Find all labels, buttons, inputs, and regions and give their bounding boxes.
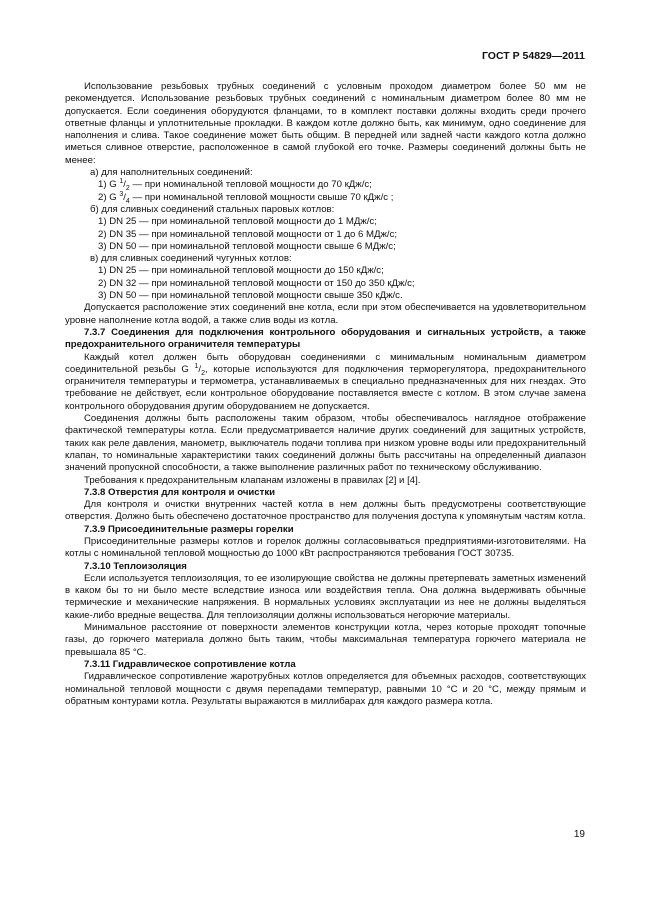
section-7-3-7-heading: 7.3.7 Соединения для подключения контрольного оборудования и сигнальных устройств, а также предохранительного ограничителя температуры	[65, 326, 586, 351]
list-item-b: б) для сливных соединений стальных паровых котлов:	[90, 203, 335, 215]
list-item-c2: 2) DN 32 — при номинальной тепловой мощности от 150 до 350 кДж/с;	[98, 277, 415, 289]
list-item-c3: 3) DN 50 — при номинальной тепловой мощности свыше 350 кДж/с.	[98, 290, 403, 302]
list-item-c1: 1) DN 25 — при номинальной тепловой мощности до 150 кДж/с;	[98, 265, 384, 277]
section-7-3-7-paragraph-2: Соединения должны быть расположены таким образом, чтобы обеспечивалось наглядное отображение фактической температуры котла. Если предусматривается наличие других соединений для защитных устройств, таких как реле давления, манометр, выключатель подачи топлива при низком уровне воды или предохранительный клапан, то номинальные характеристики таких соединений должны быть рассчитаны на определенный диапазон значений пропускной способности, а также выполнение различных работ по техническому обслуживанию.	[65, 413, 586, 474]
section-7-3-10-paragraph-1: Если используется теплоизоляция, то ее изолирующие свойства не должны претерпевать заметных изменений в каком бы то ни было месте вследствие износа или воздействия тепла. Она должна выдерживать обычные термические и механические напряжения. В нормальных условиях эксплуатации из нее не должны выделяться какие-либо вредные вещества. Для теплоизоляции должны использоваться негорючие материалы.	[65, 572, 586, 621]
section-7-3-7-paragraph-3: Требования к предохранительным клапанам изложены в правилах [2] и [4].	[84, 474, 421, 486]
page-content	[65, 81, 586, 708]
list-item-a2: 2) G $^3/_4$ — при номинальной тепловой мощности свыше 70 кДж/с ;	[98, 190, 394, 205]
section-7-3-9-paragraph-1: Присоединительные размеры котлов и горелок должны согласовываться предприятиями-изготовителями. На котлы с номинальной тепловой мощностью до 1000 кВт распространяются требования ГОСТ 30735.	[65, 535, 586, 560]
list-item-a: а) для наполнительных соединений:	[90, 167, 253, 179]
intro-paragraph: Использование резьбовых трубных соединений с условным проходом диаметром более 50 мм не рекомендуется. Использование резьбовых трубных соединений с номинальным диаметром более 80 мм не допускается. Если соединения оборудуются фланцами, то в комплект поставки должны входить среди прочего ответные фланцы и уплотнительные прокладки. В каждом котле должно быть, как минимум, одно соединение для наполнения и слива. Такое соединение может быть общим. В передней или задней части каждого котла должно иметься сливное отверстие, расположенное в самой глубокой его точке. Размеры соединений должны быть не менее:	[65, 81, 586, 166]
list-item-b3: 3) DN 50 — при номинальной тепловой мощности свыше 6 МДж/с;	[98, 240, 396, 252]
page-number: 19	[573, 829, 585, 840]
list-item-b1: 1) DN 25 — при номинальной тепловой мощности до 1 МДж/с;	[98, 216, 377, 228]
section-7-3-10-paragraph-2: Минимальное расстояние от поверхности элементов конструкции котла, через которые проходят топочные газы, до горючего материала должно быть таким, чтобы максимальная температура горючего материала не превышала 85 °С.	[65, 622, 586, 658]
list-item-a1: 1) G $^1/_2$ — при номинальной тепловой мощности до 70 кДж/с;	[98, 178, 372, 193]
intro-closing-paragraph: Допускается расположение этих соединений вне котла, если при этом обеспечивается на удовлетворительном уровне наполнение котла водой, а также слив воды из котла.	[65, 302, 586, 326]
section-7-3-10-heading: 7.3.10 Теплоизоляция	[84, 560, 187, 572]
list-item-c: в) для сливных соединений чугунных котлов:	[90, 253, 292, 265]
section-7-3-8-paragraph-1: Для контроля и очистки внутренних частей котла в нем должны быть предусмотрены соответствующие отверстия. Должно быть обеспечено достаточное пространство для получения доступа к упомянутым частям котла.	[65, 499, 586, 523]
standard-id-header: ГОСТ Р 54829—2011	[481, 50, 585, 62]
section-7-3-11-paragraph-1: Гидравлическое сопротивление жаротрубных котлов определяется для объемных расходов, соответствующих номинальной тепловой мощности с двумя перепадами температур, равными 10 °С и 20 °С, между прямым и обратным контурами котла. Результаты выражаются в миллибарах для каждого размера котла.	[65, 671, 586, 707]
section-7-3-9-heading: 7.3.9 Присоединительные размеры горелки	[84, 523, 294, 535]
section-7-3-8-heading: 7.3.8 Отверстия для контроля и очистки	[84, 486, 276, 498]
section-7-3-7-paragraph-1: Каждый котел должен быть оборудован соединениями с минимальным номинальным диаметром соединительной резьбы G $^1/_2$, которые используются для подключения терморегулятора, предохранительного ограничителя температуры и термометра, устанавливаемых в специально предназначенных для них гнездах. Это требование не действует, если контрольное оборудование поставляется вместе с котлом. В этом случае замена контрольного оборудования другим оборудованием не допускается.	[65, 351, 587, 412]
section-7-3-11-heading: 7.3.11 Гидравлическое сопротивление котла	[84, 658, 296, 670]
list-item-b2: 2) DN 35 — при номинальной тепловой мощности от 1 до 6 МДж/с;	[98, 228, 398, 240]
